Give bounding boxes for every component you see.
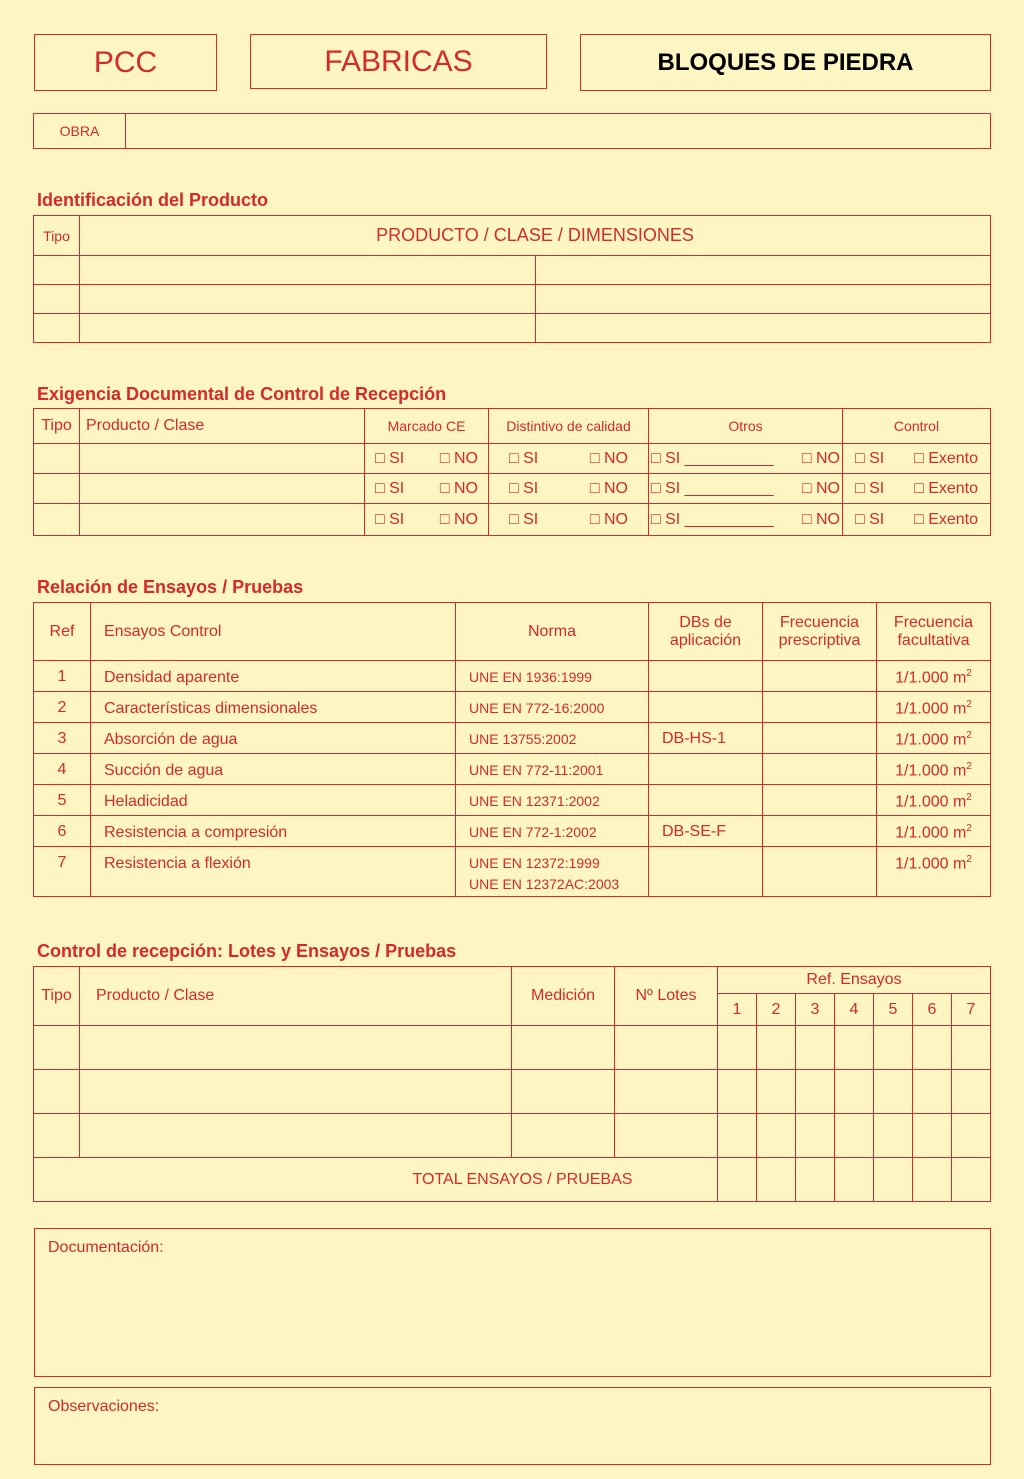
- id-cell[interactable]: [535, 314, 991, 343]
- dc-no[interactable]: □ NO: [589, 449, 628, 467]
- control-cell[interactable]: [796, 1070, 835, 1114]
- ensayo-db[interactable]: [649, 661, 763, 692]
- id-cell[interactable]: [80, 285, 536, 314]
- ctl-col-ref: Ref. Ensayos: [718, 967, 991, 994]
- ot-si[interactable]: □ SI __________: [651, 510, 774, 528]
- ensayo-db[interactable]: [649, 785, 763, 816]
- control-cell[interactable]: [913, 1070, 952, 1114]
- en-col-dbs: DBs de aplicación: [649, 603, 763, 661]
- control-cell[interactable]: [80, 1114, 512, 1158]
- control-cell[interactable]: [874, 1070, 913, 1114]
- control-cell[interactable]: [34, 1070, 80, 1114]
- product-box: [580, 34, 991, 91]
- control-cell[interactable]: [796, 1026, 835, 1070]
- exigencia-title: Exigencia Documental de Control de Recepción: [37, 384, 447, 404]
- total-cell[interactable]: [913, 1158, 952, 1202]
- control-cell[interactable]: [757, 1070, 796, 1114]
- ensayo-ref: 7: [34, 847, 91, 897]
- control-cell[interactable]: [718, 1114, 757, 1158]
- ensayo-frec-f: [877, 785, 991, 816]
- identificacion-table: [33, 215, 991, 343]
- dc-si[interactable]: □ SI: [509, 449, 539, 467]
- ensayo-frec-f: [877, 723, 991, 754]
- control-cell[interactable]: [615, 1114, 718, 1158]
- ensayo-norma-1: UNE EN 1936:1999: [469, 669, 592, 685]
- ensayo-frec-f-value: 1/1.000 m: [895, 669, 967, 687]
- ensayo-frec-f-sup: 2: [966, 854, 972, 865]
- ref-col-4: 4: [835, 994, 874, 1026]
- observaciones-box[interactable]: [34, 1387, 991, 1465]
- ensayo-frec-p[interactable]: [763, 692, 877, 723]
- ensayo-frec-f-sup: 2: [966, 730, 972, 741]
- ce-no[interactable]: □ NO: [439, 510, 478, 528]
- control-cell[interactable]: [952, 1114, 991, 1158]
- ex-row: [34, 474, 991, 504]
- control-table: [33, 966, 991, 1202]
- ensayo-name: Absorción de agua: [91, 723, 456, 754]
- ensayo-frec-f: [877, 754, 991, 785]
- ensayo-frec-f: [877, 661, 991, 692]
- ref-col-7: 7: [952, 994, 991, 1026]
- ctl-col-medicion: Medición: [512, 967, 615, 1026]
- control-cell[interactable]: [952, 1026, 991, 1070]
- control-cell[interactable]: [512, 1070, 615, 1114]
- total-cell[interactable]: [874, 1158, 913, 1202]
- ensayo-frec-f: [877, 847, 991, 897]
- pcc-label: PCC: [93, 45, 158, 79]
- ref-col-6: 6: [913, 994, 952, 1026]
- category-box: [250, 34, 547, 89]
- en-col-frec-p: Frecuencia prescriptiva: [763, 603, 877, 661]
- ensayo-frec-f-value: 1/1.000 m: [895, 855, 967, 873]
- control-cell[interactable]: [718, 1070, 757, 1114]
- control-cell[interactable]: [913, 1114, 952, 1158]
- ensayo-frec-p[interactable]: [763, 754, 877, 785]
- ot-no[interactable]: □ NO: [801, 449, 840, 467]
- ensayo-norma: [456, 754, 649, 785]
- control-cell[interactable]: [874, 1114, 913, 1158]
- control-cell[interactable]: [718, 1026, 757, 1070]
- id-col-producto: PRODUCTO / CLASE / DIMENSIONES: [80, 216, 991, 256]
- ex-col-otros: Otros: [649, 409, 843, 444]
- ensayo-frec-f-sup: 2: [966, 792, 972, 803]
- ct-si[interactable]: □ SI: [855, 479, 885, 497]
- control-cell[interactable]: [512, 1114, 615, 1158]
- ensayo-frec-f-value: 1/1.000 m: [895, 700, 967, 718]
- control-cell[interactable]: [34, 1114, 80, 1158]
- ce-si[interactable]: □ SI: [375, 510, 405, 528]
- control-cell[interactable]: [80, 1070, 512, 1114]
- control-cell[interactable]: [952, 1070, 991, 1114]
- ensayo-norma: [456, 847, 649, 897]
- ensayo-db[interactable]: [649, 847, 763, 897]
- ensayo-db[interactable]: [649, 754, 763, 785]
- ensayo-ref: 1: [34, 661, 91, 692]
- ensayo-db[interactable]: DB-SE-F: [649, 816, 763, 847]
- ensayo-name: Succión de agua: [91, 754, 456, 785]
- control-cell[interactable]: [835, 1026, 874, 1070]
- ensayo-name: Heladicidad: [91, 785, 456, 816]
- ensayo-frec-p[interactable]: [763, 661, 877, 692]
- ex-cell[interactable]: [80, 504, 365, 536]
- id-cell[interactable]: [535, 256, 991, 285]
- control-row: [34, 1070, 991, 1114]
- ensayo-frec-f-sup: 2: [966, 823, 972, 834]
- ensayo-frec-f: [877, 692, 991, 723]
- ensayo-row: [34, 785, 991, 816]
- ensayo-db[interactable]: [649, 692, 763, 723]
- ensayo-frec-f-value: 1/1.000 m: [895, 731, 967, 749]
- dc-si[interactable]: □ SI: [509, 510, 539, 528]
- ex-cell[interactable]: [34, 444, 80, 474]
- ctl-col-producto: Producto / Clase: [80, 967, 512, 1026]
- id-cell[interactable]: [535, 285, 991, 314]
- ensayo-ref: 3: [34, 723, 91, 754]
- obra-table: [33, 113, 991, 149]
- total-cell[interactable]: [835, 1158, 874, 1202]
- total-cell[interactable]: [757, 1158, 796, 1202]
- control-cell[interactable]: [615, 1070, 718, 1114]
- ctl-col-lotes: Nº Lotes: [615, 967, 718, 1026]
- ex-cell[interactable]: [34, 504, 80, 536]
- ensayo-row: [34, 661, 991, 692]
- id-cell[interactable]: [34, 285, 80, 314]
- dc-no[interactable]: □ NO: [589, 479, 628, 497]
- ce-no[interactable]: □ NO: [439, 479, 478, 497]
- ensayo-name: Resistencia a flexión: [91, 847, 456, 897]
- ce-si[interactable]: □ SI: [375, 449, 405, 467]
- ensayo-norma: [456, 661, 649, 692]
- ce-no[interactable]: □ NO: [439, 449, 478, 467]
- ensayos-table: [33, 602, 991, 897]
- ex-cell[interactable]: [34, 474, 80, 504]
- identificacion-title: Identificación del Producto: [37, 190, 269, 210]
- total-cell[interactable]: [796, 1158, 835, 1202]
- ex-row: [34, 504, 991, 536]
- en-col-norma: Norma: [456, 603, 649, 661]
- ensayo-ref: 5: [34, 785, 91, 816]
- ct-exento[interactable]: □ Exento: [914, 449, 978, 467]
- ensayo-norma-1: UNE EN 12371:2002: [469, 793, 600, 809]
- dc-si[interactable]: □ SI: [509, 479, 539, 497]
- id-col-tipo: Tipo: [34, 216, 80, 256]
- control-row: [34, 1026, 991, 1070]
- ensayo-row: [34, 723, 991, 754]
- control-cell[interactable]: [34, 1026, 80, 1070]
- ensayo-frec-f-sup: 2: [966, 761, 972, 772]
- id-cell[interactable]: [34, 256, 80, 285]
- control-cell[interactable]: [757, 1114, 796, 1158]
- ct-si[interactable]: □ SI: [855, 449, 885, 467]
- documentacion-label: Documentación:: [48, 1239, 164, 1256]
- control-cell[interactable]: [512, 1026, 615, 1070]
- total-label: TOTAL ENSAYOS / PRUEBAS: [34, 1158, 718, 1202]
- control-cell[interactable]: [80, 1026, 512, 1070]
- obra-label: OBRA: [34, 114, 126, 149]
- ref-col-3: 3: [796, 994, 835, 1026]
- ex-col-producto: Producto / Clase: [80, 409, 365, 444]
- ensayo-frec-f-value: 1/1.000 m: [895, 793, 967, 811]
- ensayo-row: [34, 847, 991, 897]
- ensayo-frec-f-sup: 2: [966, 699, 972, 710]
- control-cell[interactable]: [796, 1114, 835, 1158]
- category-label: FABRICAS: [324, 44, 473, 78]
- control-cell[interactable]: [615, 1026, 718, 1070]
- observaciones-label: Observaciones:: [48, 1398, 160, 1415]
- documentacion-box[interactable]: [34, 1228, 991, 1377]
- total-cell[interactable]: [718, 1158, 757, 1202]
- ensayo-frec-p[interactable]: [763, 847, 877, 897]
- ensayo-norma: [456, 816, 649, 847]
- ensayo-row: [34, 816, 991, 847]
- ct-exento[interactable]: □ Exento: [914, 479, 978, 497]
- ex-col-control: Control: [843, 409, 991, 444]
- ot-no[interactable]: □ NO: [801, 479, 840, 497]
- ensayo-row: [34, 754, 991, 785]
- ensayo-norma-1: UNE EN 772-16:2000: [469, 700, 605, 716]
- ensayo-name: Características dimensionales: [91, 692, 456, 723]
- control-cell[interactable]: [835, 1070, 874, 1114]
- ctl-col-tipo: Tipo: [34, 967, 80, 1026]
- ensayo-norma-1: UNE EN 772-11:2001: [469, 762, 604, 778]
- ensayo-norma-2: UNE EN 12372AC:2003: [469, 876, 620, 892]
- id-cell[interactable]: [34, 314, 80, 343]
- ct-si[interactable]: □ SI: [855, 510, 885, 528]
- ensayo-frec-f-value: 1/1.000 m: [895, 824, 967, 842]
- dc-no[interactable]: □ NO: [589, 510, 628, 528]
- en-col-ensayos: Ensayos Control: [91, 603, 456, 661]
- ensayo-norma-1: UNE EN 12372:1999: [469, 855, 600, 871]
- ex-cell[interactable]: [80, 444, 365, 474]
- ref-col-2: 2: [757, 994, 796, 1026]
- ensayo-ref: 4: [34, 754, 91, 785]
- ex-col-distintivo: Distintivo de calidad: [489, 409, 649, 444]
- ensayo-ref: 2: [34, 692, 91, 723]
- ensayo-norma-1: UNE 13755:2002: [469, 731, 577, 747]
- ensayo-norma: [456, 723, 649, 754]
- control-row: [34, 1114, 991, 1158]
- ex-cell[interactable]: [80, 474, 365, 504]
- ex-row: [34, 444, 991, 474]
- en-col-ref: Ref: [34, 603, 91, 661]
- control-cell[interactable]: [874, 1026, 913, 1070]
- control-title: Control de recepción: Lotes y Ensayos / Pruebas: [37, 941, 457, 961]
- ce-si[interactable]: □ SI: [375, 479, 405, 497]
- ensayos-title: Relación de Ensayos / Pruebas: [37, 577, 304, 597]
- ex-col-marcado: Marcado CE: [365, 409, 489, 444]
- ensayo-frec-f-sup: 2: [966, 668, 972, 679]
- control-cell[interactable]: [835, 1114, 874, 1158]
- ot-si[interactable]: □ SI __________: [651, 449, 774, 467]
- ot-si[interactable]: □ SI __________: [651, 479, 774, 497]
- control-cell[interactable]: [913, 1026, 952, 1070]
- control-cell[interactable]: [757, 1026, 796, 1070]
- id-cell[interactable]: [80, 314, 536, 343]
- ensayo-frec-p[interactable]: [763, 723, 877, 754]
- en-col-frec-f: Frecuencia facultativa: [877, 603, 991, 661]
- ot-no[interactable]: □ NO: [801, 510, 840, 528]
- ensayo-ref: 6: [34, 816, 91, 847]
- ex-col-tipo: Tipo: [34, 409, 80, 444]
- ensayo-frec-f: [877, 816, 991, 847]
- total-cell[interactable]: [952, 1158, 991, 1202]
- ensayo-norma: [456, 785, 649, 816]
- obra-field[interactable]: [126, 114, 991, 149]
- ensayo-name: Densidad aparente: [91, 661, 456, 692]
- ensayo-db[interactable]: DB-HS-1: [649, 723, 763, 754]
- ensayo-row: [34, 692, 991, 723]
- ensayo-norma-1: UNE EN 772-1:2002: [469, 824, 597, 840]
- ct-exento[interactable]: □ Exento: [914, 510, 978, 528]
- ensayo-frec-p[interactable]: [763, 816, 877, 847]
- ensayo-frec-p[interactable]: [763, 785, 877, 816]
- ensayo-frec-f-value: 1/1.000 m: [895, 762, 967, 780]
- ref-col-1: 1: [718, 994, 757, 1026]
- product-title: BLOQUES DE PIEDRA: [657, 48, 914, 76]
- pcc-box: [34, 34, 217, 91]
- ref-col-5: 5: [874, 994, 913, 1026]
- ensayo-name: Resistencia a compresión: [91, 816, 456, 847]
- exigencia-table: [33, 408, 991, 536]
- id-cell[interactable]: [80, 256, 536, 285]
- ensayo-norma: [456, 692, 649, 723]
